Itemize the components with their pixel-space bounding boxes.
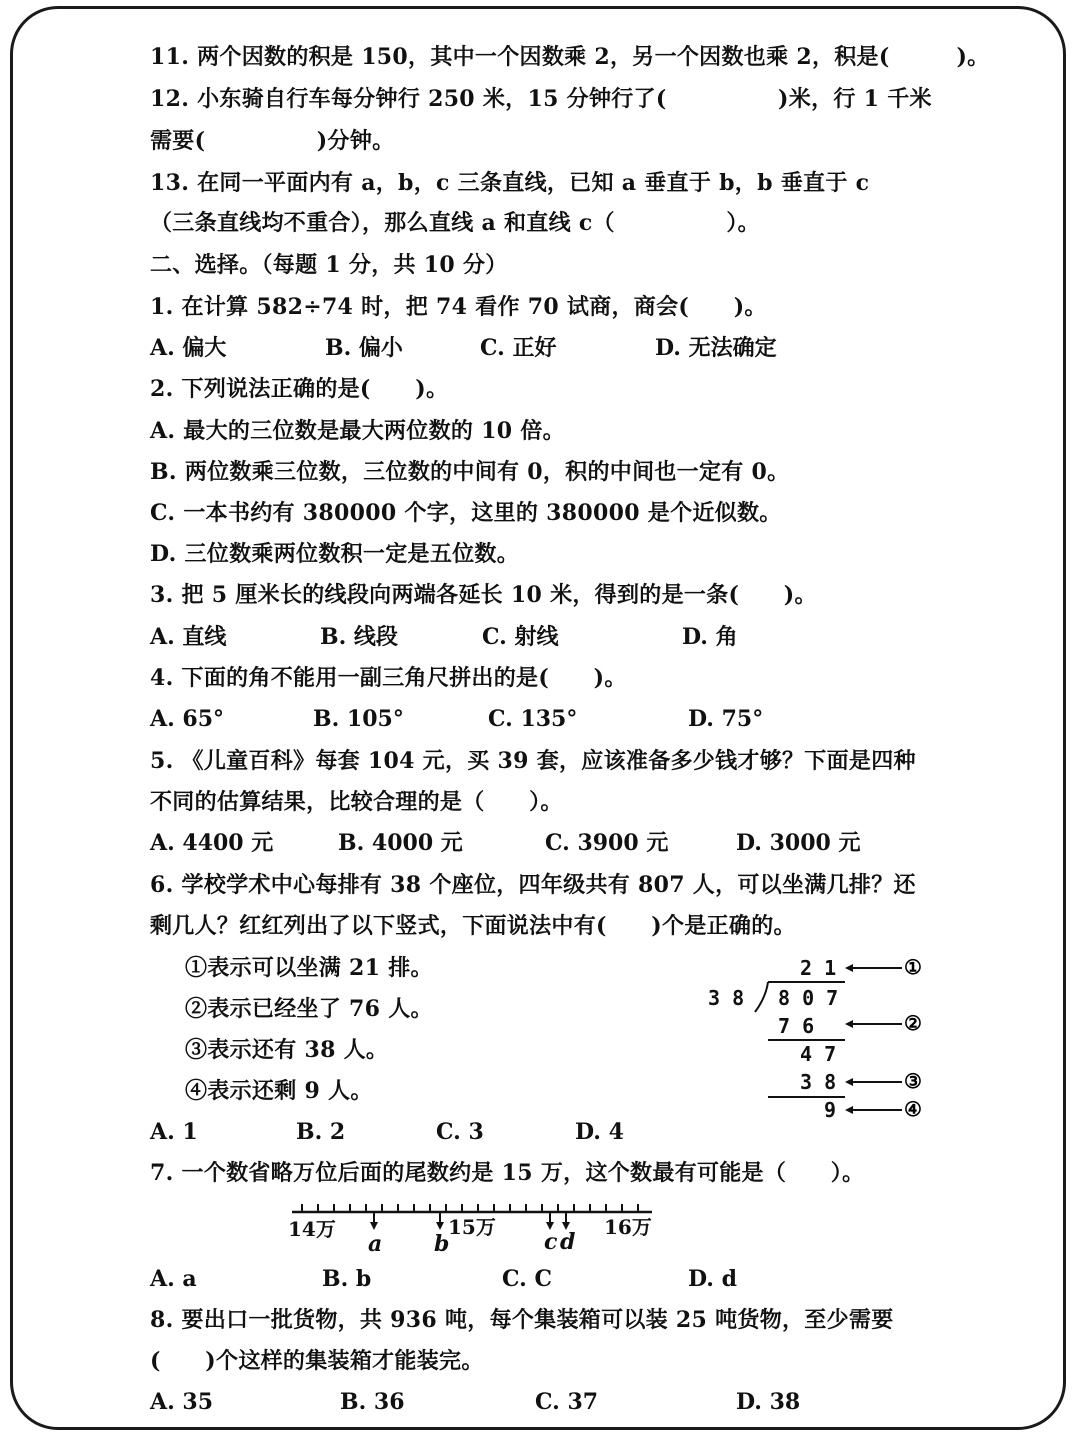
choice-5-option-c: C. 3900 元 [545, 830, 669, 856]
choice-4-option-d: D. 75° [688, 706, 764, 732]
choice-1-option-c: C. 正好 [480, 335, 557, 361]
choice-2-option-c: C. 一本书约有 380000 个字，这里的 380000 是个近似数。 [150, 500, 782, 526]
choice-7-option-d: D. d [688, 1266, 737, 1292]
choice-6-statement-2: ②表示已经坐了 76 人。 [185, 996, 433, 1022]
choice-6-statement-3: ③表示还有 38 人。 [185, 1037, 389, 1063]
question-13-line2: （三条直线均不重合），那么直线 a 和直线 c（ ）。 [150, 210, 760, 236]
long-division-figure [700, 952, 940, 1127]
choice-5-line1: 5. 《儿童百科》每套 104 元，买 39 套，应该准备多少钱才够？下面是四种 [150, 748, 916, 774]
division-step-1: 7 6 [778, 1014, 815, 1038]
choice-7-option-b: B. b [322, 1266, 372, 1292]
choice-4-stem: 4. 下面的角不能用一副三角尺拼出的是( )。 [150, 665, 627, 691]
question-13-line1: 13. 在同一平面内有 a，b，c 三条直线，已知 a 垂直于 b，b 垂直于 c [150, 170, 870, 196]
choice-5-option-b: B. 4000 元 [338, 830, 463, 856]
circled-label-2: ② [904, 1011, 922, 1035]
point-label-d: d [560, 1229, 576, 1255]
point-label-c: c [544, 1229, 558, 1255]
choice-6-statement-1: ①表示可以坐满 21 排。 [185, 955, 433, 981]
choice-6-option-c: C. 3 [436, 1119, 484, 1145]
division-remainder-1: 4 7 [800, 1042, 837, 1066]
choice-5-option-a: A. 4400 元 [150, 830, 274, 856]
choice-6-statement-4: ④表示还剩 9 人。 [185, 1078, 373, 1104]
choice-4-option-c: C. 135° [488, 706, 578, 732]
choice-1-option-a: A. 偏大 [150, 335, 227, 361]
choice-2-option-a: A. 最大的三位数是最大两位数的 10 倍。 [150, 418, 565, 444]
axis-tick-16wan: 16万 [604, 1215, 652, 1239]
circled-label-4: ④ [904, 1097, 922, 1121]
circled-label-3: ③ [904, 1069, 922, 1093]
axis-tick-15wan: 15万 [448, 1215, 496, 1239]
choice-8-option-b: B. 36 [340, 1389, 405, 1415]
division-divisor: 3 8 [708, 986, 745, 1010]
number-line [282, 1198, 682, 1258]
choice-3-option-b: B. 线段 [320, 624, 398, 650]
choice-2-option-b: B. 两位数乘三位数，三位数的中间有 0，积的中间也一定有 0。 [150, 459, 790, 485]
choice-4-option-b: B. 105° [313, 706, 404, 732]
choice-2-stem: 2. 下列说法正确的是( )。 [150, 376, 449, 402]
choice-8-line2: ( )个这样的集装箱才能装完。 [150, 1348, 484, 1374]
division-quotient: 2 1 [800, 956, 837, 980]
question-12-line1: 12. 小东骑自行车每分钟行 250 米，15 分钟行了( )米，行 1 千米 [150, 86, 932, 112]
choice-8-option-d: D. 38 [736, 1389, 801, 1415]
choice-6-line2: 剩几人？红红列出了以下竖式，下面说法中有( )个是正确的。 [150, 913, 796, 939]
choice-1-option-b: B. 偏小 [325, 335, 403, 361]
circled-label-1: ① [904, 955, 922, 979]
point-label-a: a [368, 1231, 383, 1257]
division-step-2: 3 8 [800, 1070, 837, 1094]
section-heading: 二、选择。（每题 1 分，共 10 分） [150, 252, 508, 278]
choice-8-option-a: A. 35 [150, 1389, 214, 1415]
choice-5-option-d: D. 3000 元 [736, 830, 861, 856]
choice-1-stem: 1. 在计算 582÷74 时，把 74 看作 70 试商，商会( )。 [150, 294, 767, 320]
point-label-b: b [434, 1231, 450, 1257]
choice-1-option-d: D. 无法确定 [655, 335, 777, 361]
choice-6-line1: 6. 学校学术中心每排有 38 个座位，四年级共有 807 人，可以坐满几排？还 [150, 872, 916, 898]
choice-2-option-d: D. 三位数乘两位数积一定是五位数。 [150, 541, 520, 567]
axis-tick-14wan: 14万 [288, 1217, 336, 1241]
choice-3-option-a: A. 直线 [150, 624, 227, 650]
choice-8-line1: 8. 要出口一批货物，共 936 吨，每个集装箱可以装 25 吨货物，至少需要 [150, 1307, 894, 1333]
choice-6-option-d: D. 4 [575, 1119, 624, 1145]
choice-6-option-b: B. 2 [296, 1119, 346, 1145]
choice-6-option-a: A. 1 [150, 1119, 198, 1145]
choice-3-option-c: C. 射线 [482, 624, 559, 650]
choice-7-option-c: C. C [502, 1266, 552, 1292]
division-dividend: 8 0 7 [778, 986, 839, 1010]
division-remainder: 9 [824, 1098, 837, 1122]
choice-7-stem: 7. 一个数省略万位后面的尾数约是 15 万，这个数最有可能是（ ）。 [150, 1160, 865, 1186]
question-11: 11. 两个因数的积是 150，其中一个因数乘 2，另一个因数也乘 2，积是( )。 [150, 44, 990, 70]
choice-8-option-c: C. 37 [535, 1389, 599, 1415]
choice-3-option-d: D. 角 [682, 624, 738, 650]
choice-5-line2: 不同的估算结果，比较合理的是（ ）。 [150, 789, 563, 815]
choice-4-option-a: A. 65° [150, 706, 225, 732]
choice-7-option-a: A. a [150, 1266, 197, 1292]
question-12-line2: 需要( )分钟。 [150, 128, 395, 154]
choice-3-stem: 3. 把 5 厘米长的线段向两端各延长 10 米，得到的是一条( )。 [150, 582, 817, 608]
division-lines [700, 952, 940, 1127]
